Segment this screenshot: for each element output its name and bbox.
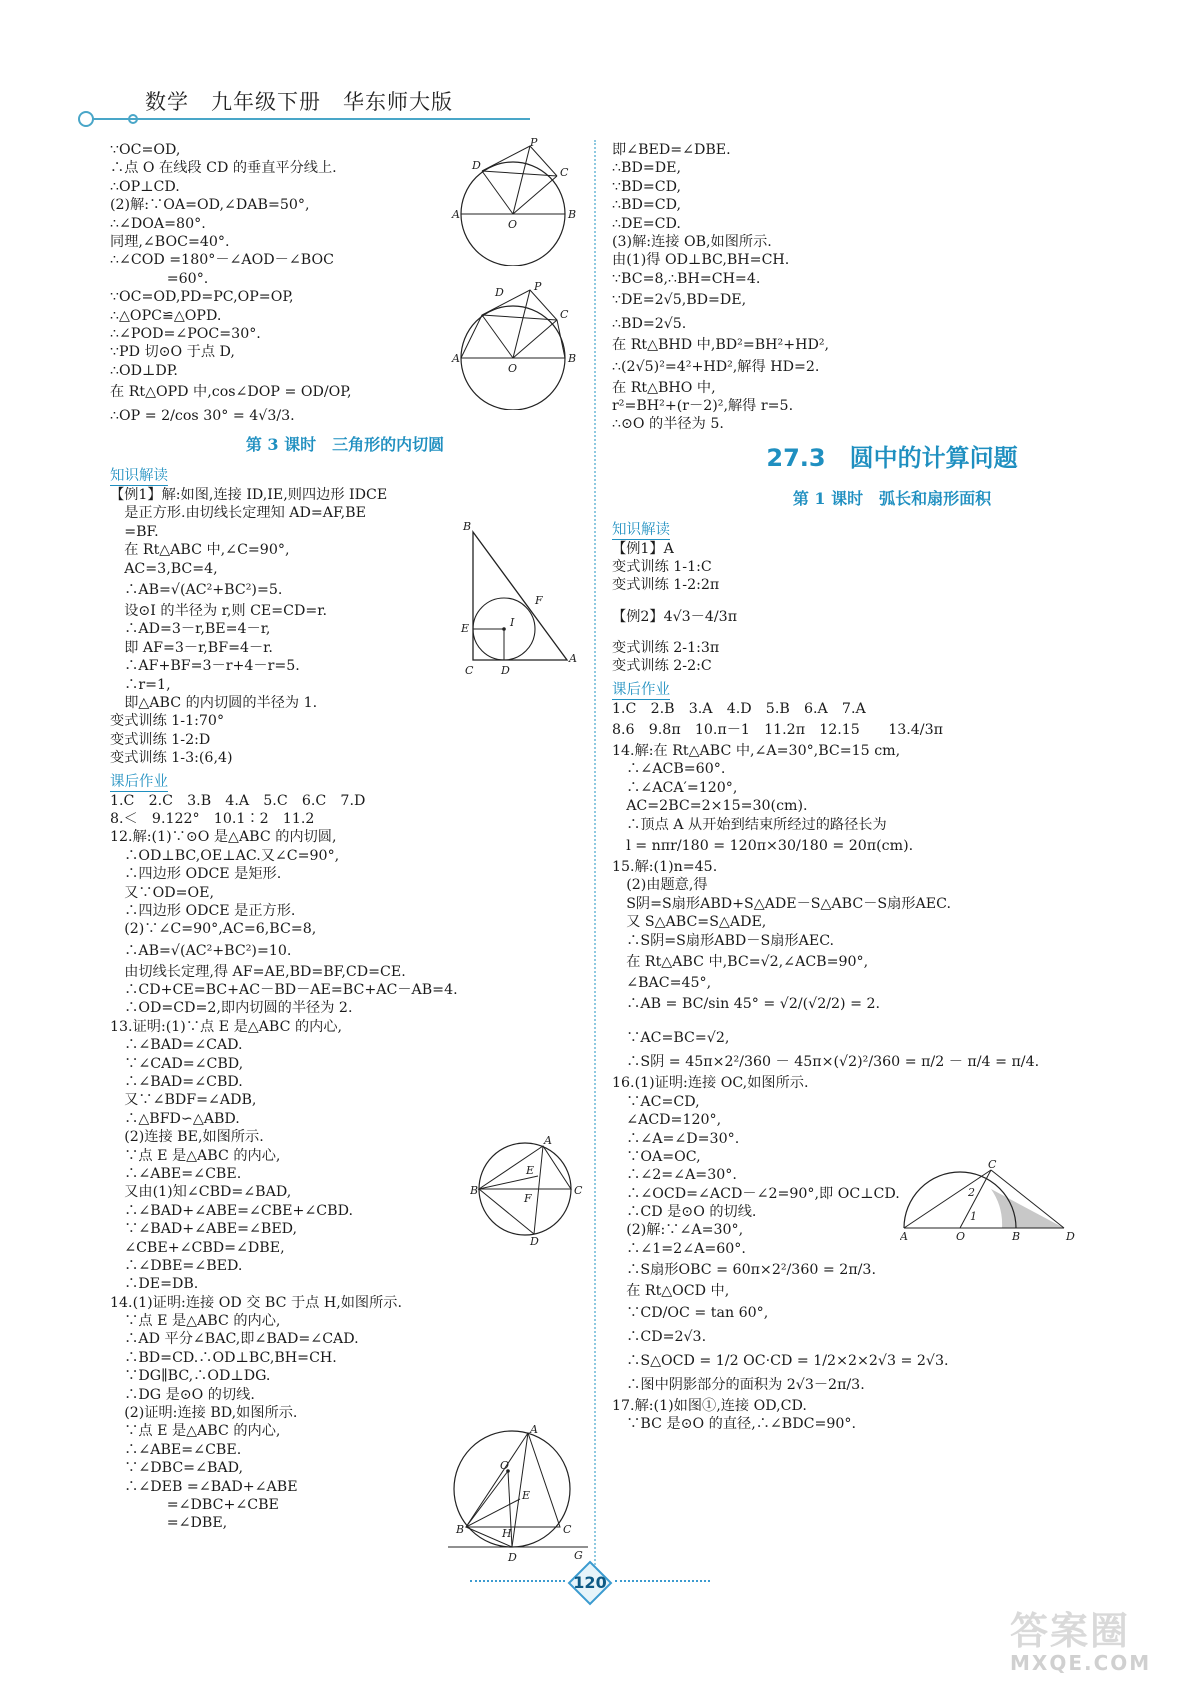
text-line: 又 S△ABC=S△ADE, (612, 914, 767, 931)
text-line: ∴CD+CE=BC+AC－BD－AE=BC+AC－AB=4. (110, 982, 458, 999)
text-line: 变式训练 1-2:D (110, 731, 211, 748)
text-line: 变式训练 2-2:C (612, 658, 712, 675)
figure-circle-tangent-dg (448, 1425, 588, 1565)
figure-circle-tangent-1 (450, 138, 590, 266)
text-line: ∴∠ABE=∠CBE. (110, 1165, 242, 1182)
text-line: ∴四边形 ODCE 是正方形. (110, 902, 296, 919)
text-line: 变式训练 1-2:2π (612, 577, 720, 594)
right-column (612, 141, 1172, 1433)
text-line: AC=3,BC=4, (110, 560, 218, 577)
text-line: 【例1】A (612, 540, 674, 557)
text-line: l = nπr/180 = 120π×30/180 = 20π(cm). (612, 837, 914, 854)
fig4-label-f: F (524, 1192, 532, 1205)
section-heading-text: 知识解读 (612, 521, 670, 538)
fig4-label-d: D (530, 1235, 539, 1247)
text-line: ∴BD=CD, (612, 197, 681, 214)
column-divider (594, 140, 596, 1565)
text-line: 设⊙I 的半径为 r,则 CE=CD=r. (110, 603, 328, 620)
fig3-label-d: D (501, 664, 510, 677)
text-line: 是正方形.由切线长定理知 AD=AF,BE (110, 505, 366, 522)
text-line: 14.(1)证明:连接 OD 交 BC 于点 H,如图所示. (110, 1294, 402, 1311)
fig3-label-b: B (463, 522, 472, 533)
text-line: ∴CD=2√3. (612, 1328, 707, 1345)
text-line: ∵BC=8,∴BH=CH=4. (612, 270, 761, 287)
text-line: ∴BD=DE, (612, 160, 681, 177)
fig6-label-c: C (988, 1160, 997, 1171)
text-line: 变式训练 2-1:3π (612, 639, 720, 656)
text-line: ∵AC=BC=√2, (612, 1030, 730, 1047)
fig5-label-h: H (502, 1527, 512, 1540)
text-line: ∴DG 是⊙O 的切线. (110, 1386, 255, 1403)
text-line: ∴AB = BC/sin 45° = √2/(√2/2) = 2. (612, 996, 881, 1013)
text-line: ∴OD⊥DP. (110, 362, 178, 379)
fig4-label-e: E (526, 1164, 535, 1177)
fig1-label-p: P (530, 138, 538, 149)
text-line: ∴CD 是⊙O 的切线. (612, 1204, 757, 1221)
text-line: ∴AD=3－r,BE=4－r, (110, 621, 271, 638)
text-line: 12.解:(1)∵⊙O 是△ABC 的内切圆, (110, 829, 337, 846)
text-line: 【例1】解:如图,连接 ID,IE,则四边形 IDCE (110, 487, 388, 504)
fig6-label-b: B (1012, 1230, 1021, 1242)
fig2-label-b: B (568, 352, 577, 365)
text-line: ∴∠ACB=60°. (612, 761, 726, 778)
text-line: 变式训练 1-3:(6,4) (110, 750, 233, 767)
text-line: ∵∠BAD+∠ABE=∠BED, (110, 1221, 298, 1238)
text-line: r²=BH²+(r－2)²,解得 r=5. (612, 397, 794, 414)
text-line: ∴S△OCD = 1/2 OC·CD = 1/2×2×2√3 = 2√3. (612, 1352, 949, 1369)
text-line: =BF. (110, 523, 159, 540)
fig6-label-d: D (1066, 1230, 1075, 1242)
text-line: (2)由题意,得 (612, 877, 708, 894)
chapter-title: 27.3 圆中的计算问题 (766, 443, 1018, 472)
figure-incircle-triangle (455, 522, 585, 682)
text-line: (2)∵∠C=90°,AC=6,BC=8, (110, 921, 317, 938)
text-line: 又∵∠BDF=∠ADB, (110, 1092, 257, 1109)
fig2-label-p: P (534, 282, 542, 293)
page-number-dots-right (615, 1580, 710, 1582)
text-line: ∴∠DOA=80°. (110, 215, 206, 232)
lesson-title: 第 1 课时 弧长和扇形面积 (792, 488, 992, 508)
text-line: ∴⊙O 的半径为 5. (612, 416, 724, 433)
text-line: ∴∠1=2∠A=60°. (612, 1240, 746, 1257)
text-line: ∴OP⊥CD. (110, 178, 180, 195)
fig5-label-o: O (500, 1459, 510, 1472)
text-line: ∴OD⊥BC,OE⊥AC.又∠C=90°, (110, 847, 340, 864)
page-number-area (470, 1560, 710, 1606)
text-line: 在 Rt△OCD 中, (612, 1283, 730, 1300)
text-line: ∴∠BAD+∠ABE=∠CBE+∠CBD. (110, 1202, 353, 1219)
text-line: ∠BAC=45°, (612, 974, 712, 991)
text-line: ∴S阴 = 45π×2²/360 － 45π×(√2)²/360 = π/2 － π/4 = π/4. (612, 1054, 1040, 1071)
text-line: 1.C 2.C 3.B 4.A 5.C 6.C 7.D (110, 792, 366, 809)
page-number: 120 (573, 1573, 607, 1592)
text-line: =∠DBC+∠CBE (110, 1497, 279, 1513)
section-heading (110, 768, 580, 792)
text-line: 【例2】4√3－4/3π (612, 608, 738, 625)
watermark-bottom: MXQE.COM (1010, 1651, 1152, 1675)
text-line: 又由(1)知∠CBD=∠BAD, (110, 1184, 292, 1201)
text-line: 由切线长定理,得 AF=AE,BD=BF,CD=CE. (110, 963, 406, 980)
text-line: ∠CBE+∠CBD=∠DBE, (110, 1239, 285, 1256)
text-line: (3)解:连接 OB,如图所示. (612, 233, 772, 250)
text-line: ∵DG∥BC,∴OD⊥DG. (110, 1368, 271, 1385)
fig3-label-c: C (465, 664, 474, 677)
text-line: ∵∠DBC=∠BAD, (110, 1460, 244, 1477)
fig1-label-a: A (452, 208, 460, 221)
text-line: S阴=S扇形ABD+S△ADE－S△ABC－S扇形AEC. (612, 895, 951, 912)
text-line: ∵点 E 是△ABC 的内心, (110, 1147, 281, 1164)
text-line: 16.(1)证明:连接 OC,如图所示. (612, 1075, 809, 1092)
text-line: ∴BD=CD.∴OD⊥BC,BH=CH. (110, 1349, 337, 1366)
text-line: ∴图中阴影部分的面积为 2√3－2π/3. (612, 1376, 865, 1393)
fig5-label-g: G (574, 1549, 583, 1562)
text-line: 变式训练 1-1:70° (110, 713, 225, 730)
fig6-label-a: A (900, 1230, 908, 1242)
text-line: ∠ACD=120°, (612, 1112, 722, 1129)
fig3-label-f: F (535, 594, 543, 607)
text-line: ∵OA=OC, (612, 1148, 701, 1165)
section-heading (110, 462, 580, 486)
section-heading (612, 516, 1172, 540)
text-line: ∵AC=CD, (612, 1093, 700, 1110)
text-line: ∵∠CAD=∠CBD, (110, 1055, 244, 1072)
fig1-label-b: B (568, 208, 577, 221)
text-line: ∴∠2=∠A=30°. (612, 1167, 737, 1184)
figure-semicircle-shaded (900, 1160, 1080, 1242)
figure-circle-tangent-2 (450, 282, 590, 410)
section-heading-text: 课后作业 (612, 681, 670, 698)
text-line: ∵DE=2√5,BD=DE, (612, 292, 747, 309)
text-line: 即△ABC 的内切圆的半径为 1. (110, 694, 318, 711)
text-line: 1.C 2.B 3.A 4.D 5.B 6.A 7.A (612, 700, 866, 717)
text-line: ∵PD 切⊙O 于点 D, (110, 344, 235, 361)
text-line: 8.6 9.8π 10.π－1 11.2π 12.15 13.4/3π (612, 722, 943, 739)
section-heading-text: 课后作业 (110, 773, 168, 790)
text-line: ∴∠BAD=∠CBD. (110, 1074, 243, 1091)
text-line: 在 Rt△ABC 中,BC=√2,∠ACB=90°, (612, 953, 869, 970)
text-line: ∴AB=√(AC²+BC²)=5. (110, 582, 283, 599)
fig3-label-i: I (510, 616, 515, 629)
text-line: =∠DBE, (110, 1515, 228, 1532)
text-line: (2)解:∵OA=OD,∠DAB=50°, (110, 197, 310, 214)
text-line: 13.证明:(1)∵点 E 是△ABC 的内心, (110, 1018, 343, 1035)
fig2-label-c: C (560, 308, 569, 321)
text-line: ∵点 E 是△ABC 的内心, (110, 1313, 281, 1330)
text-line: ∴△BFD∽△ABD. (110, 1110, 240, 1127)
text-line: 在 Rt△BHD 中,BD²=BH²+HD², (612, 337, 830, 354)
section-heading-text: 知识解读 (110, 468, 168, 485)
text-line: 在 Rt△BHO 中, (612, 379, 716, 396)
fig6-label-2: 2 (968, 1186, 975, 1199)
text-line: ∵BD=CD, (612, 178, 681, 195)
text-line: 8.＜ 9.122° 10.1∶2 11.2 (110, 810, 315, 827)
figure-incenter-circle (470, 1132, 585, 1247)
watermark-top: 答案圈 (1010, 1609, 1131, 1653)
text-line: ∴OP = 2/cos 30° = 4√3/3. (110, 408, 295, 425)
spacer (612, 1016, 1172, 1026)
text-line: ∴∠COD =180°－∠AOD－∠BOC (110, 252, 334, 269)
text-line: ∴∠ACA′=120°, (612, 779, 738, 796)
fig5-label-b: B (456, 1523, 465, 1536)
text-line: ∴∠DBE=∠BED. (110, 1257, 243, 1274)
spacer (612, 629, 1172, 639)
text-line: ∴AF+BF=3－r+4－r=5. (110, 658, 300, 675)
text-line: ∴DE=DB. (110, 1276, 199, 1293)
page-number-dots-left (470, 1580, 565, 1582)
text-line: ∴△OPC≌△OPD. (110, 307, 222, 324)
text-line: ∴∠ABE=∠CBE. (110, 1441, 242, 1458)
fig3-label-e: E (461, 622, 470, 635)
text-line: =60°. (110, 270, 209, 287)
text-line: 变式训练 1-1:C (612, 559, 712, 576)
text-line: ∵OC=OD,PD=PC,OP=OP, (110, 289, 294, 306)
text-line: 同理,∠BOC=40°. (110, 233, 230, 250)
fig1-label-o: O (508, 218, 518, 231)
text-line: ∴∠A=∠D=30°. (612, 1130, 740, 1147)
fig1-label-c: C (560, 166, 569, 179)
fig5-label-d: D (508, 1551, 517, 1564)
text-line: ∴DE=CD. (612, 215, 681, 232)
text-line: ∴∠DEB =∠BAD+∠ABE (110, 1478, 298, 1495)
text-line: ∴OD=CD=2,即内切圆的半径为 2. (110, 1000, 353, 1017)
text-line: ∴四边形 ODCE 是矩形. (110, 866, 282, 883)
watermark (1010, 1600, 1180, 1680)
text-line: ∴∠POD=∠POC=30°. (110, 325, 261, 342)
section-heading (612, 676, 1172, 700)
fig4-label-a: A (544, 1134, 552, 1147)
header-rule (92, 118, 530, 120)
text-line: ∵CD/OC = tan 60°, (612, 1304, 769, 1321)
spacer (612, 595, 1172, 605)
text-line: (2)解:∵∠A=30°, (612, 1222, 744, 1239)
header-title: 数学 九年级下册 华东师大版 (145, 90, 453, 114)
text-line: 在 Rt△ABC 中,∠C=90°, (110, 542, 290, 559)
text-line: ∵OC=OD, (110, 142, 181, 158)
fig5-label-a: A (530, 1425, 538, 1436)
fig6-label-o: O (956, 1230, 966, 1242)
text-line: 即 AF=3－r,BF=4－r. (110, 639, 273, 656)
text-line: ∴(2√5)²=4²+HD²,解得 HD=2. (612, 358, 820, 375)
fig2-label-d: D (495, 286, 504, 299)
text-line: ∵BC 是⊙O 的直径,∴∠BDC=90°. (612, 1416, 856, 1433)
fig4-label-b: B (470, 1184, 479, 1197)
text-line: ∴∠BAD=∠CAD. (110, 1037, 243, 1054)
text-line: ∵点 E 是△ABC 的内心, (110, 1423, 281, 1440)
text-line: ∴AD 平分∠BAC,即∠BAD=∠CAD. (110, 1331, 359, 1348)
fig6-label-1: 1 (970, 1210, 977, 1223)
text-line: 15.解:(1)n=45. (612, 858, 718, 875)
fig1-label-d: D (472, 159, 481, 172)
fig2-label-a: A (452, 352, 460, 365)
text-line: 由(1)得 OD⊥BC,BH=CH. (612, 252, 790, 269)
text-line: 17.解:(1)如图①,连接 OD,CD. (612, 1397, 807, 1414)
fig5-label-c: C (563, 1523, 572, 1536)
fig3-label-a: A (569, 652, 577, 665)
text-line: ∴S阴=S扇形ABD－S扇形AEC. (612, 932, 835, 949)
text-line: ∴AB=√(AC²+BC²)=10. (110, 942, 292, 959)
text-line: AC=2BC=2×15=30(cm). (612, 798, 808, 815)
text-line: ∴∠OCD=∠ACD－∠2=90°,即 OC⊥CD. (612, 1185, 900, 1202)
text-line: 在 Rt△OPD 中,cos∠DOP = OD/OP, (110, 384, 352, 401)
fig4-label-c: C (574, 1184, 583, 1197)
text-line: 又∵OD=OE, (110, 884, 214, 901)
text-line: ∴BD=2√5. (612, 316, 687, 333)
text-line: ∴r=1, (110, 676, 171, 693)
text-line: 14.解:在 Rt△ABC 中,∠A=30°,BC=15 cm, (612, 743, 901, 760)
text-line: 即∠BED=∠DBE. (612, 142, 731, 158)
text-line: ∴顶点 A 从开始到结束所经过的路径长为 (612, 816, 887, 833)
lesson-title: 第 3 课时 三角形的内切圆 (245, 435, 445, 455)
fig2-label-o: O (508, 362, 518, 375)
text-line: ∴S扇形OBC = 60π×2²/360 = 2π/3. (612, 1262, 876, 1279)
text-line: ∴点 O 在线段 CD 的垂直平分线上. (110, 160, 337, 177)
text-line: (2)连接 BE,如图所示. (110, 1129, 264, 1146)
fig5-label-e: E (522, 1489, 531, 1502)
text-line: (2)证明:连接 BD,如图所示. (110, 1405, 298, 1422)
